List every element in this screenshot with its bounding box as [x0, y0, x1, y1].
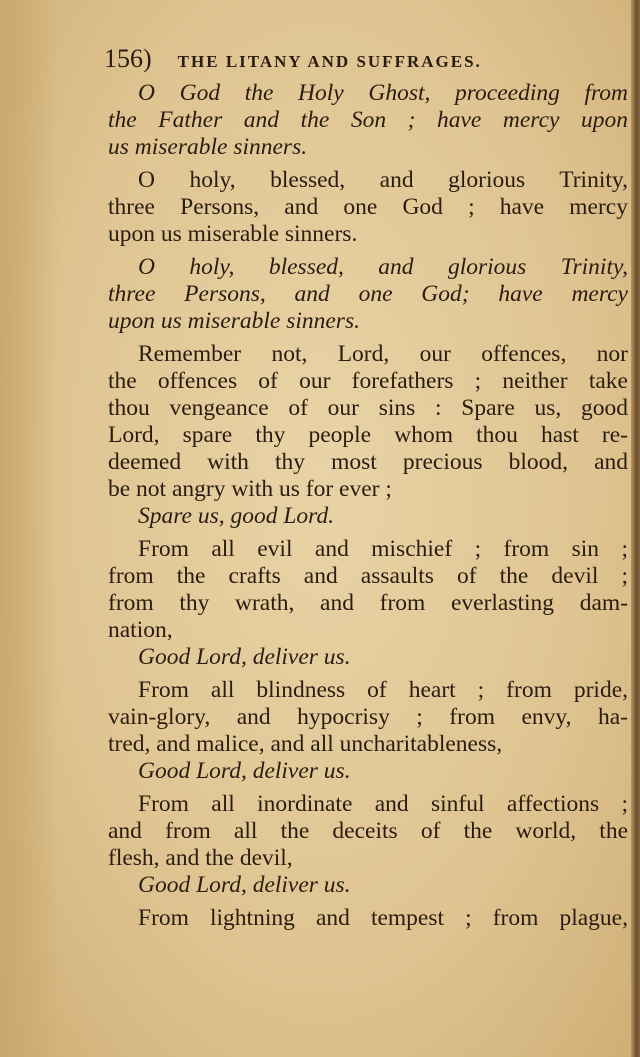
- text-line: From lightning and tempest ; from plague,: [138, 905, 628, 931]
- paragraph: [108, 254, 628, 335]
- text-line: the Father and the Son ; have mercy upon: [108, 107, 628, 133]
- text-line: us miserable sinners.: [108, 134, 308, 160]
- paragraph: [108, 80, 628, 161]
- response-line: Good Lord, deliver us.: [138, 872, 351, 898]
- paragraph: [108, 167, 628, 248]
- text-line: upon us miserable sinners.: [108, 308, 360, 334]
- text-line: from thy wrath, and from everlasting dam-: [108, 590, 628, 616]
- page-body: [108, 80, 628, 938]
- text-line: O God the Holy Ghost, proceeding from: [138, 80, 628, 106]
- text-line: from the crafts and assaults of the devil ;: [108, 563, 628, 589]
- text-line: flesh, and the devil,: [108, 845, 293, 871]
- text-line: Remember not, Lord, our offences, nor: [138, 341, 628, 367]
- paragraph: [108, 677, 628, 785]
- text-line: the offences of our forefathers ; neither take: [108, 368, 628, 394]
- text-line: vain-glory, and hypocrisy ; from envy, ha-: [108, 704, 628, 730]
- text-line: three Persons, and one God ; have mercy: [108, 194, 628, 220]
- paragraph: [108, 791, 628, 899]
- paragraph: [108, 905, 628, 932]
- response-line: Good Lord, deliver us.: [138, 644, 351, 670]
- text-line: deemed with thy most precious blood, and: [108, 449, 628, 475]
- running-header: [104, 44, 628, 74]
- text-line: nation,: [108, 617, 173, 643]
- text-line: be not angry with us for ever ;: [108, 476, 392, 502]
- text-line: From all blindness of heart ; from pride,: [138, 677, 628, 703]
- text-line: tred, and malice, and all uncharitableness,: [108, 731, 503, 757]
- text-line: three Persons, and one God; have mercy: [108, 281, 628, 307]
- page-edge: [631, 0, 640, 1057]
- text-line: thou vengeance of our sins : Spare us, good: [108, 395, 628, 421]
- text-line: Lord, spare thy people whom thou hast re-: [108, 422, 628, 448]
- paragraph: [108, 341, 628, 530]
- text-line: From all evil and mischief ; from sin ;: [138, 536, 628, 562]
- text-line: upon us miserable sinners.: [108, 221, 358, 247]
- response-line: Good Lord, deliver us.: [138, 758, 351, 784]
- text-line: and from all the deceits of the world, the: [108, 818, 628, 844]
- page-number: 156): [104, 44, 152, 73]
- page-shadow-left: [0, 0, 60, 1057]
- text-line: From all inordinate and sinful affections ;: [138, 791, 628, 817]
- text-line: O holy, blessed, and glorious Trinity,: [138, 167, 628, 193]
- paragraph: [108, 536, 628, 671]
- response-line: Spare us, good Lord.: [138, 503, 335, 529]
- text-line: O holy, blessed, and glorious Trinity,: [138, 254, 628, 280]
- running-title: THE LITANY AND SUFFRAGES.: [177, 52, 482, 71]
